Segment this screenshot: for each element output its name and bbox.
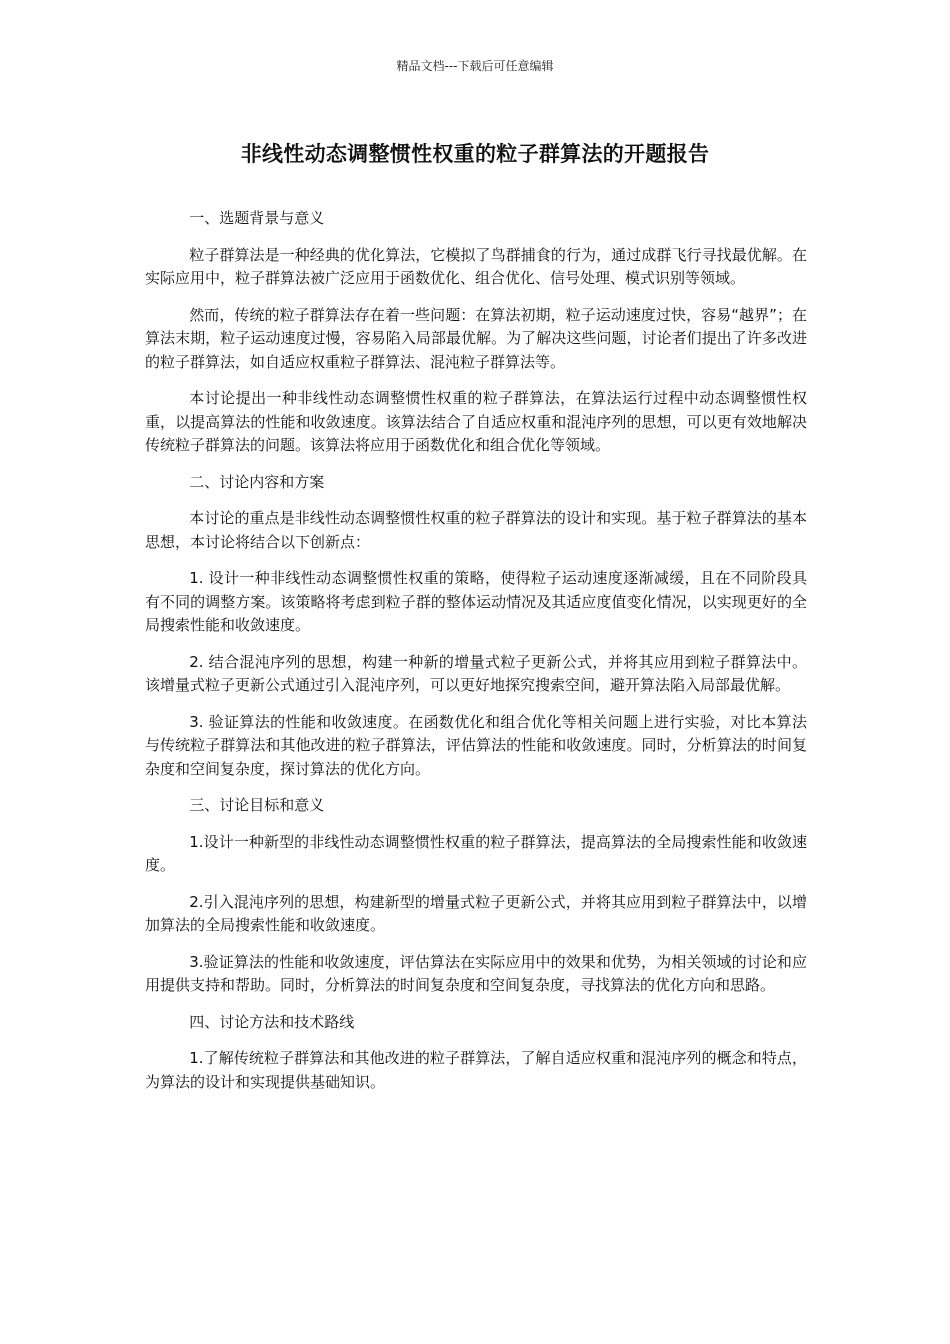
paragraph: 粒子群算法是一种经典的优化算法，它模拟了鸟群捕食的行为，通过成群飞行寻找最优解。在实际应用中，粒子群算法被广泛应用于函数优化、组合优化、信号处理、模式识别等领域。 [145,245,807,287]
header-note: 精品文档---下载后可任意编辑 [396,59,554,73]
list-item-paragraph: 3. 验证算法的性能和收敛速度。在函数优化和组合优化等相关问题上进行实验，对比本算法与传统粒子群算法和其他改进的粒子群算法，评估算法的性能和收敛速度。同时，分析算法的时间复杂度和空间复杂度，探讨算法的优化方向。 [145,712,807,778]
paragraph: 本讨论的重点是非线性动态调整惯性权重的粒子群算法的设计和实现。基于粒子群算法的基本思想，本讨论将结合以下创新点： [145,509,807,551]
section-heading-4: 四、讨论方法和技术路线 [189,1012,355,1031]
document-body [145,207,807,1107]
list-item-paragraph: 3.验证算法的性能和收敛速度，评估算法在实际应用中的效果和优势，为相关领域的讨论和应用提供支持和帮助。同时，分析算法的时间复杂度和空间复杂度，寻找算法的优化方向和思路。 [145,952,807,994]
list-item-paragraph: 1.设计一种新型的非线性动态调整惯性权重的粒子群算法，提高算法的全局搜索性能和收敛速度。 [145,832,807,874]
paragraph: 本讨论提出一种非线性动态调整惯性权重的粒子群算法，在算法运行过程中动态调整惯性权重，以提高算法的性能和收敛速度。该算法结合了自适应权重和混沌序列的思想，可以更有效地解决传统粒子群算法的问题。该算法将应用于函数优化和组合优化等领域。 [145,389,807,454]
section-heading-2: 二、讨论内容和方案 [189,472,325,491]
paragraph: 然而，传统的粒子群算法存在着一些问题：在算法初期，粒子运动速度过快，容易“越界”；在算法末期，粒子运动速度过慢，容易陷入局部最优解。为了解决这些问题，讨论者们提出了许多改进的粒子群算法，如自适应权重粒子群算法、混沌粒子群算法等。 [145,305,807,371]
list-item-paragraph: 1. 设计一种非线性动态调整惯性权重的策略，使得粒子运动速度逐渐减缓，且在不同阶段具有不同的调整方案。该策略将考虑到粒子群的整体运动情况及其适应度值变化情况，以实现更好的全局搜索性能和收敛速度。 [145,569,807,634]
list-item-paragraph: 1.了解传统粒子群算法和其他改进的粒子群算法，了解自适应权重和混沌序列的概念和特点，为算法的设计和实现提供基础知识。 [145,1049,807,1091]
document-title: 非线性动态调整惯性权重的粒子群算法的开题报告 [240,142,710,166]
list-item-paragraph: 2. 结合混沌序列的思想，构建一种新的增量式粒子更新公式，并将其应用到粒子群算法中。该增量式粒子更新公式通过引入混沌序列，可以更好地探究搜索空间，避开算法陷入局部最优解。 [145,652,807,694]
list-item-paragraph: 2.引入混沌序列的思想，构建新型的增量式粒子更新公式，并将其应用到粒子群算法中，以增加算法的全局搜索性能和收敛速度。 [145,892,807,934]
section-heading-1: 一、选题背景与意义 [189,209,325,227]
section-heading-3: 三、讨论目标和意义 [189,796,325,814]
